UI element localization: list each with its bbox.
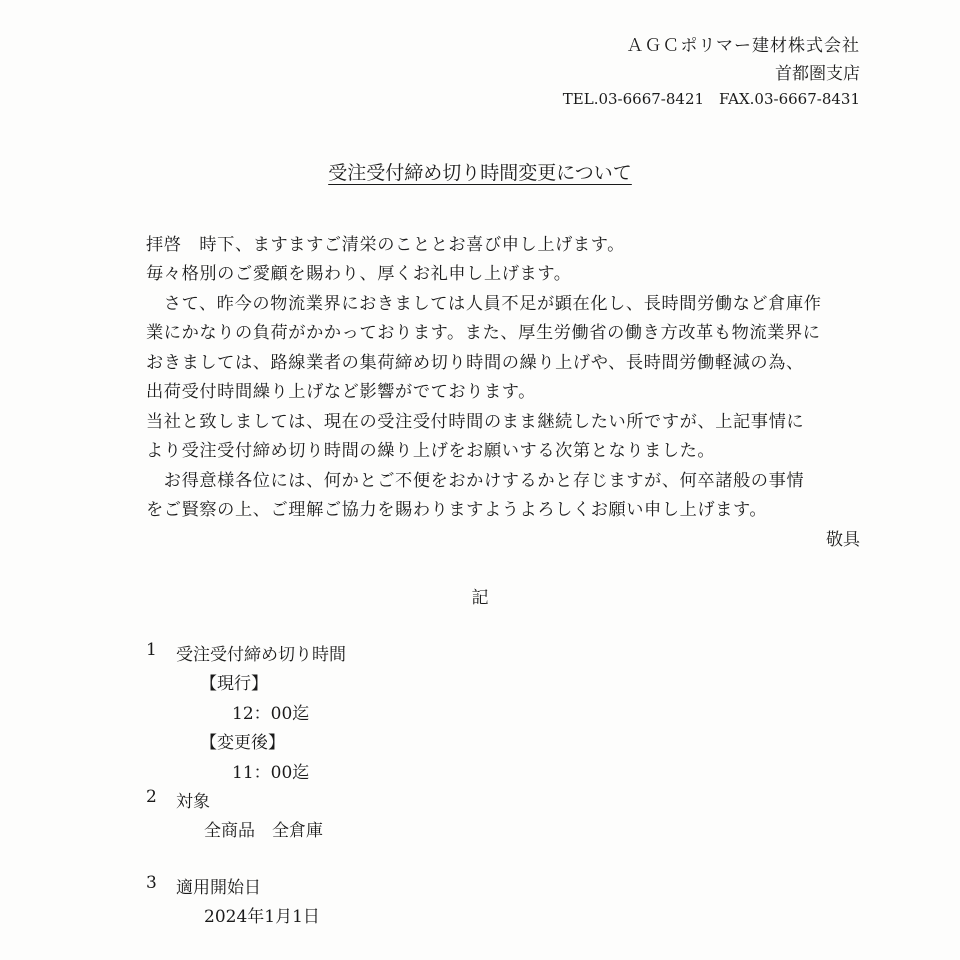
body-line: 出荷受付時間繰り上げなど影響がでております。 <box>146 382 536 402</box>
item-1-number: 1 <box>146 640 157 660</box>
sender-branch: 首都圏支店 <box>775 64 860 84</box>
item-1-current-label: 【現行】 <box>200 674 268 694</box>
item-3-value: 2024年1月1日 <box>204 907 320 927</box>
item-1-current-value: 12：00迄 <box>232 704 310 724</box>
item-2-title: 対象 <box>176 792 210 812</box>
body-line: おきましては、路線業者の集荷締め切り時間の繰り上げや、長時間労働軽減の為、 <box>146 353 804 373</box>
body-line: をご賢察の上、ご理解ご協力を賜わりますようよろしくお願い申し上げます。 <box>146 500 768 520</box>
item-2-number: 2 <box>146 787 157 807</box>
ki-heading: 記 <box>471 588 489 608</box>
body-line: 毎々格別のご愛顧を賜わり、厚くお礼申し上げます。 <box>146 264 572 284</box>
body-line: より受注受付締め切り時間の繰り上げをお願いする次第となりました。 <box>146 441 716 461</box>
sender-contact: TEL.03-6667-8421 FAX.03-6667-8431 <box>562 90 860 108</box>
item-1-changed-label: 【変更後】 <box>200 733 285 753</box>
sender-company: ＡＧＣポリマー建材株式会社 <box>626 36 860 56</box>
item-3-title: 適用開始日 <box>176 878 261 898</box>
item-1-title: 受注受付締め切り時間 <box>176 645 346 665</box>
body-line: 当社と致しましては、現在の受注受付時間のまま継続したい所ですが、上記事情に <box>146 412 805 432</box>
body-line: 拝啓 時下、ますますご清栄のこととお喜び申し上げます。 <box>146 235 625 255</box>
document-title: 受注受付締め切り時間変更について <box>328 162 632 184</box>
body-line: さて、昨今の物流業界におきましては人員不足が顕在化し、長時間労働など倉庫作 <box>146 294 822 314</box>
item-3-number: 3 <box>146 873 157 893</box>
item-1-changed-value: 11：00迄 <box>232 763 310 783</box>
item-2-value: 全商品 全倉庫 <box>204 821 323 841</box>
body-line: 業にかなりの負荷がかかっております。また、厚生労働省の働き方改革も物流業界に <box>146 323 821 343</box>
body-line: お得意様各位には、何かとご不便をおかけするかと存じますが、何卒諸般の事情 <box>146 471 805 491</box>
closing-keigu: 敬具 <box>826 530 860 550</box>
